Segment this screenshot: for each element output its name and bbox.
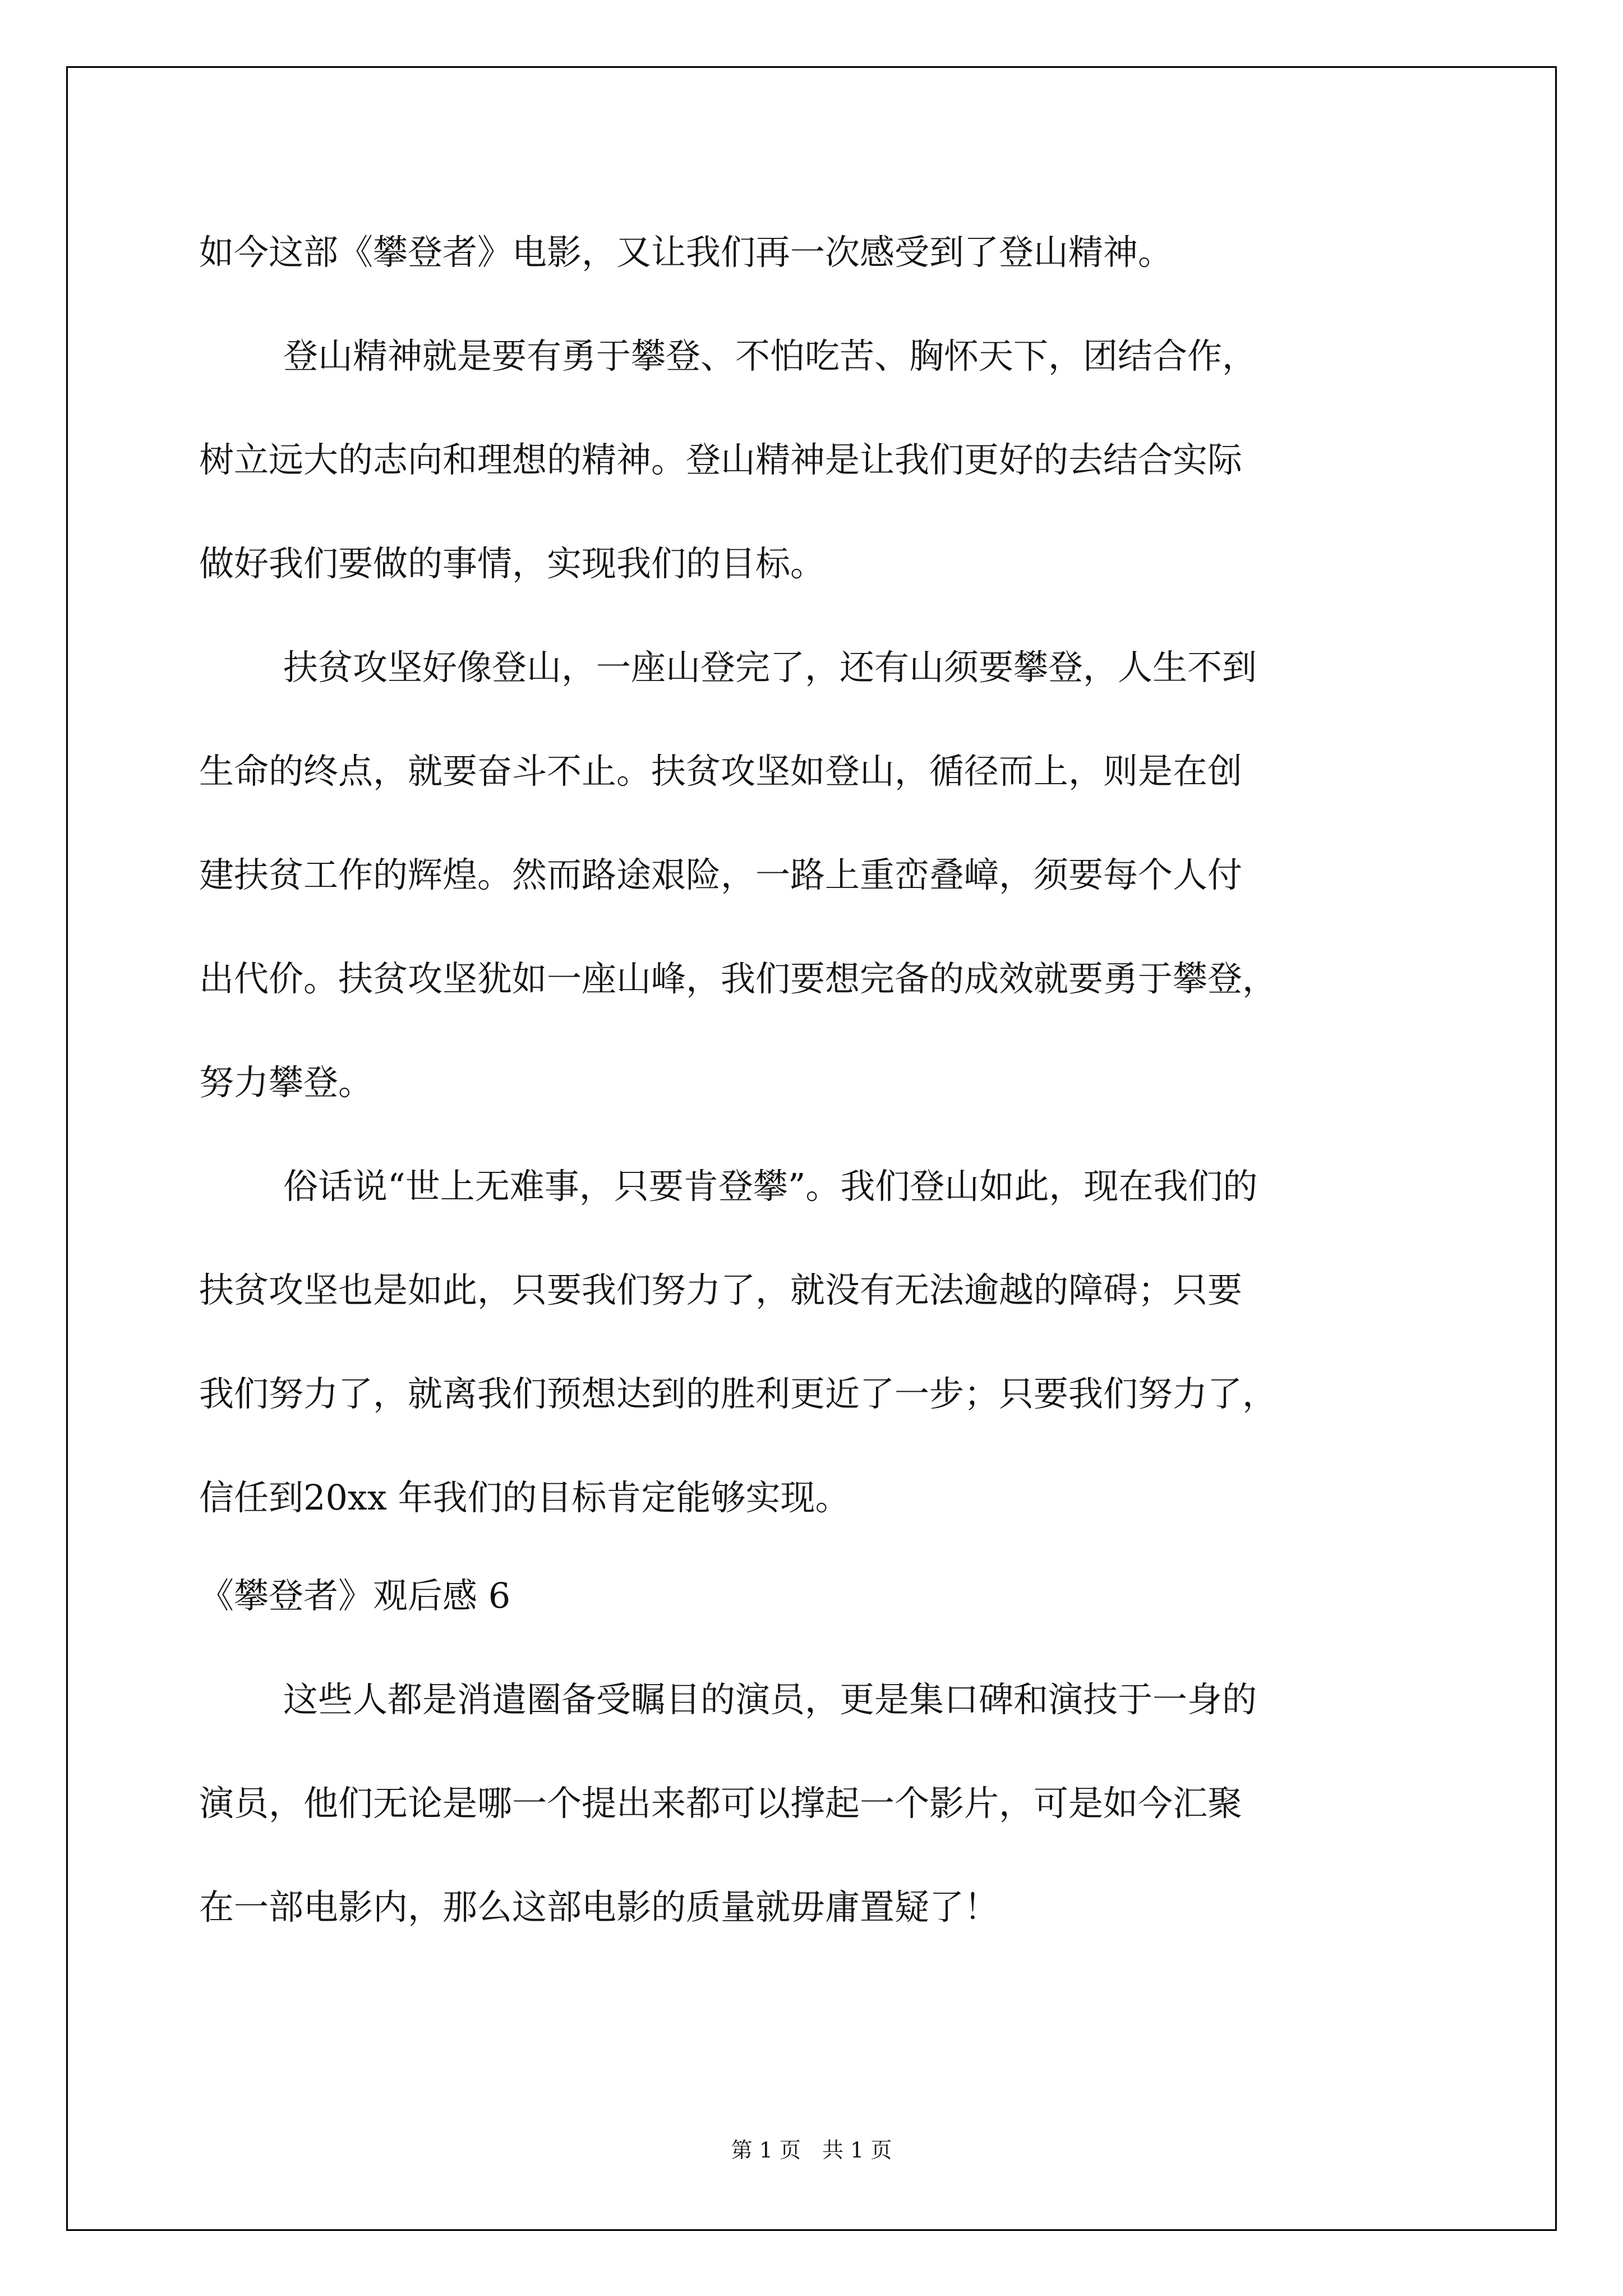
body-line: 演员，他们无论是哪一个提出来都可以撑起一个影片，可是如今汇聚 bbox=[199, 1783, 1243, 1824]
body-line: 出代价。扶贫攻坚犹如一座山峰，我们要想完备的成效就要勇于攀登， bbox=[199, 958, 1278, 999]
body-line: 生命的终点，就要奋斗不止。扶贫攻坚如登山，循径而上，则是在创 bbox=[199, 751, 1243, 792]
body-line: 如今这部《攀登者》电影，又让我们再一次感受到了登山精神。 bbox=[199, 232, 1173, 273]
body-line: 做好我们要做的事情，实现我们的目标。 bbox=[199, 543, 826, 584]
body-line: 树立远大的志向和理想的精神。登山精神是让我们更好的去结合实际 bbox=[199, 439, 1243, 480]
body-line: 扶贫攻坚也是如此，只要我们努力了，就没有无法逾越的障碍；只要 bbox=[199, 1269, 1243, 1310]
body-line: 我们努力了，就离我们预想达到的胜利更近了一步；只要我们努力了， bbox=[199, 1373, 1278, 1414]
body-line: 登山精神就是要有勇于攀登、不怕吃苦、胸怀天下，团结合作， bbox=[283, 335, 1257, 376]
body-line: 建扶贫工作的辉煌。然而路途艰险，一路上重峦叠嶂，须要每个人付 bbox=[199, 854, 1243, 895]
body-line: 扶贫攻坚好像登山，一座山登完了，还有山须要攀登，人生不到 bbox=[283, 647, 1257, 688]
page-footer: 第 1 页 共 1 页 bbox=[731, 2138, 892, 2162]
body-line: 努力攀登。 bbox=[199, 1062, 374, 1103]
body-line: 在一部电影内，那么这部电影的质量就毋庸置疑了！ bbox=[199, 1887, 999, 1927]
body-line: 信任到20xx 年我们的目标肯定能够实现。 bbox=[199, 1477, 850, 1518]
body-line: 俗话说“世上无难事，只要肯登攀”。我们登山如此，现在我们的 bbox=[283, 1166, 1258, 1207]
body-line: 这些人都是消遣圈备受瞩目的演员，更是集口碑和演技于一身的 bbox=[283, 1679, 1257, 1720]
section-heading: 《攀登者》观后感 6 bbox=[199, 1575, 511, 1616]
